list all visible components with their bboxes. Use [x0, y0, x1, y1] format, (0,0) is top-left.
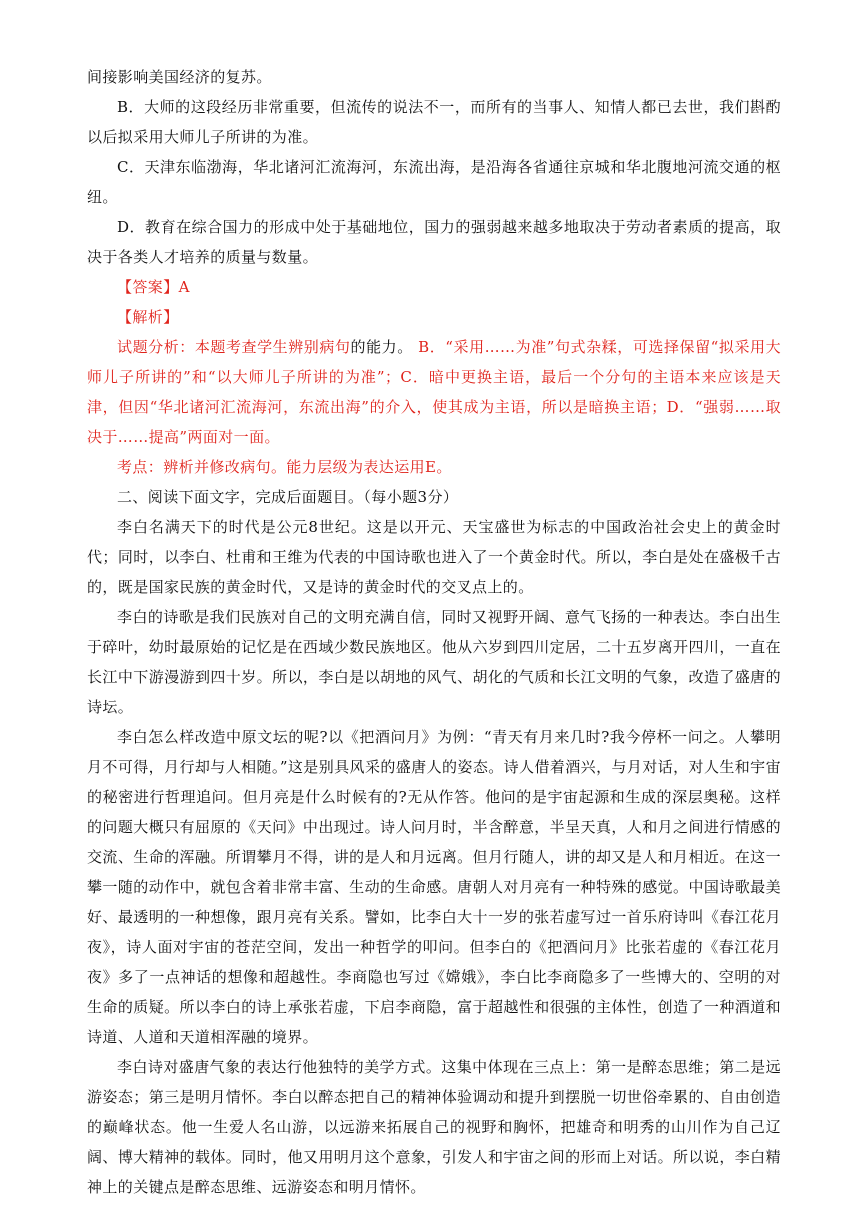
kaodian-line: 考点：辨析并修改病句。能力层级为表达运用E。 — [117, 458, 452, 476]
passage-paragraph-3: 李白怎么样改造中原文坛的呢?以《把酒问月》为例：“青天有月来几时?我今停杯一问之。人攀明月不可得，月行却与人相随。”这是别具风采的盛唐人的姿态。诗人借着酒兴，与月对话，对人生和宇宙的秘密进行哲理追问。但月亮是什么时候有的?无从作答。他问的是宇宙起源和生成的深层奥秘。这样的问题大概只有屈原的《天问》中出现过。诗人问月时，半含醉意，半呈天真，人和月之间进行情感的交流、生命的浑融。所谓攀月不得，讲的是人和月远离。但月行随人，讲的却又是人和月相近。在这一攀一随的动作中，就包含着非常丰富、生动的生命感。唐朝人对月亮有一种特殊的感觉。中国诗歌最美好、最透明的一种想像，跟月亮有关系。譬如，比李白大十一岁的张若虚写过一首乐府诗叫《春江花月夜》，诗人面对宇宙的苍茫空间，发出一种哲学的叩问。但李白的《把酒问月》比张若虚的《春江花月夜》多了一点神话的想像和超越性。李商隐也写过《嫦娥》，李白比李商隐多了一些博大的、空明的对生命的质疑。所以李白的诗上承张若虚，下启李商隐，富于超越性和很强的主体性，创造了一种酒道和诗道、人道和天道相浑融的境界。 — [87, 728, 781, 1046]
analysis-text-part2: 的能力。 — [350, 338, 413, 356]
passage-paragraph-4: 李白诗对盛唐气象的表达行他独特的美学方式。这集中体现在三点上：第一是醉态思维；第二是远游姿态；第三是明月情怀。李白以醉态把自己的精神体验调动和提升到摆脱一切世俗牵累的、自由创造的巅峰状态。他一生爱人名山游，以远游来拓展自己的视野和胸怀，把雄奇和明秀的山川作为自己辽阔、博大精神的载体。同时，他又用明月这个意象，引发人和宇宙之间的形而上对话。所以说，李白精神上的关键点是醉态思维、远游姿态和明月情怀。 — [87, 1058, 781, 1196]
analysis-text-part3: B．“采用……为准”句式杂糅，可选择保留“拟采用大师儿子所讲的”和“以大师儿子所讲的为准”；C．暗中更换主语，最后一个分句的主语本来应该是天津，但因“华北诸河汇流海河，东流出海”的介入，使其成为主语，所以是暗换主语；D．“强弱……取决于……提高”两面对一面。 — [87, 338, 781, 446]
document-body — [87, 62, 781, 1202]
analysis-text-part1: 试题分析：本题考查学生辨别病句 — [117, 338, 351, 356]
passage-paragraph-2: 李白的诗歌是我们民族对自己的文明充满自信，同时又视野开阔、意气飞扬的一种表达。李白出生于碎叶，幼时最原始的记忆是在西域少数民族地区。他从六岁到四川定居，二十五岁离开四川，一直在长江中下游漫游到四十岁。所以，李白是以胡地的风气、胡化的气质和长江文明的气象，改造了盛唐的诗坛。 — [87, 608, 781, 716]
analysis-heading: 【解析】 — [117, 308, 179, 326]
option-c: C．天津东临渤海，华北诸河汇流海河，东流出海，是沿海各省通往京城和华北腹地河流交通的枢纽。 — [87, 158, 781, 206]
section-heading: 二、阅读下面文字，完成后面题目。（每小题3分） — [117, 488, 459, 506]
continued-line: 间接影响美国经济的复苏。 — [87, 68, 272, 86]
answer-label: 【答案】A — [117, 278, 190, 296]
analysis-text — [87, 332, 781, 452]
option-d: D．教育在综合国力的形成中处于基础地位，国力的强弱越来越多地取决于劳动者素质的提高，取决于各类人才培养的质量与数量。 — [87, 218, 781, 266]
passage-paragraph-1: 李白名满天下的时代是公元8世纪。这是以开元、天宝盛世为标志的中国政治社会史上的黄金时代；同时，以李白、杜甫和王维为代表的中国诗歌也进入了一个黄金时代。所以，李白是处在盛极千古的，既是国家民族的黄金时代，又是诗的黄金时代的交叉点上的。 — [87, 518, 781, 596]
option-b: B．大师的这段经历非常重要，但流传的说法不一，而所有的当事人、知情人都已去世，我们斟酌以后拟采用大师儿子所讲的为准。 — [87, 98, 781, 146]
